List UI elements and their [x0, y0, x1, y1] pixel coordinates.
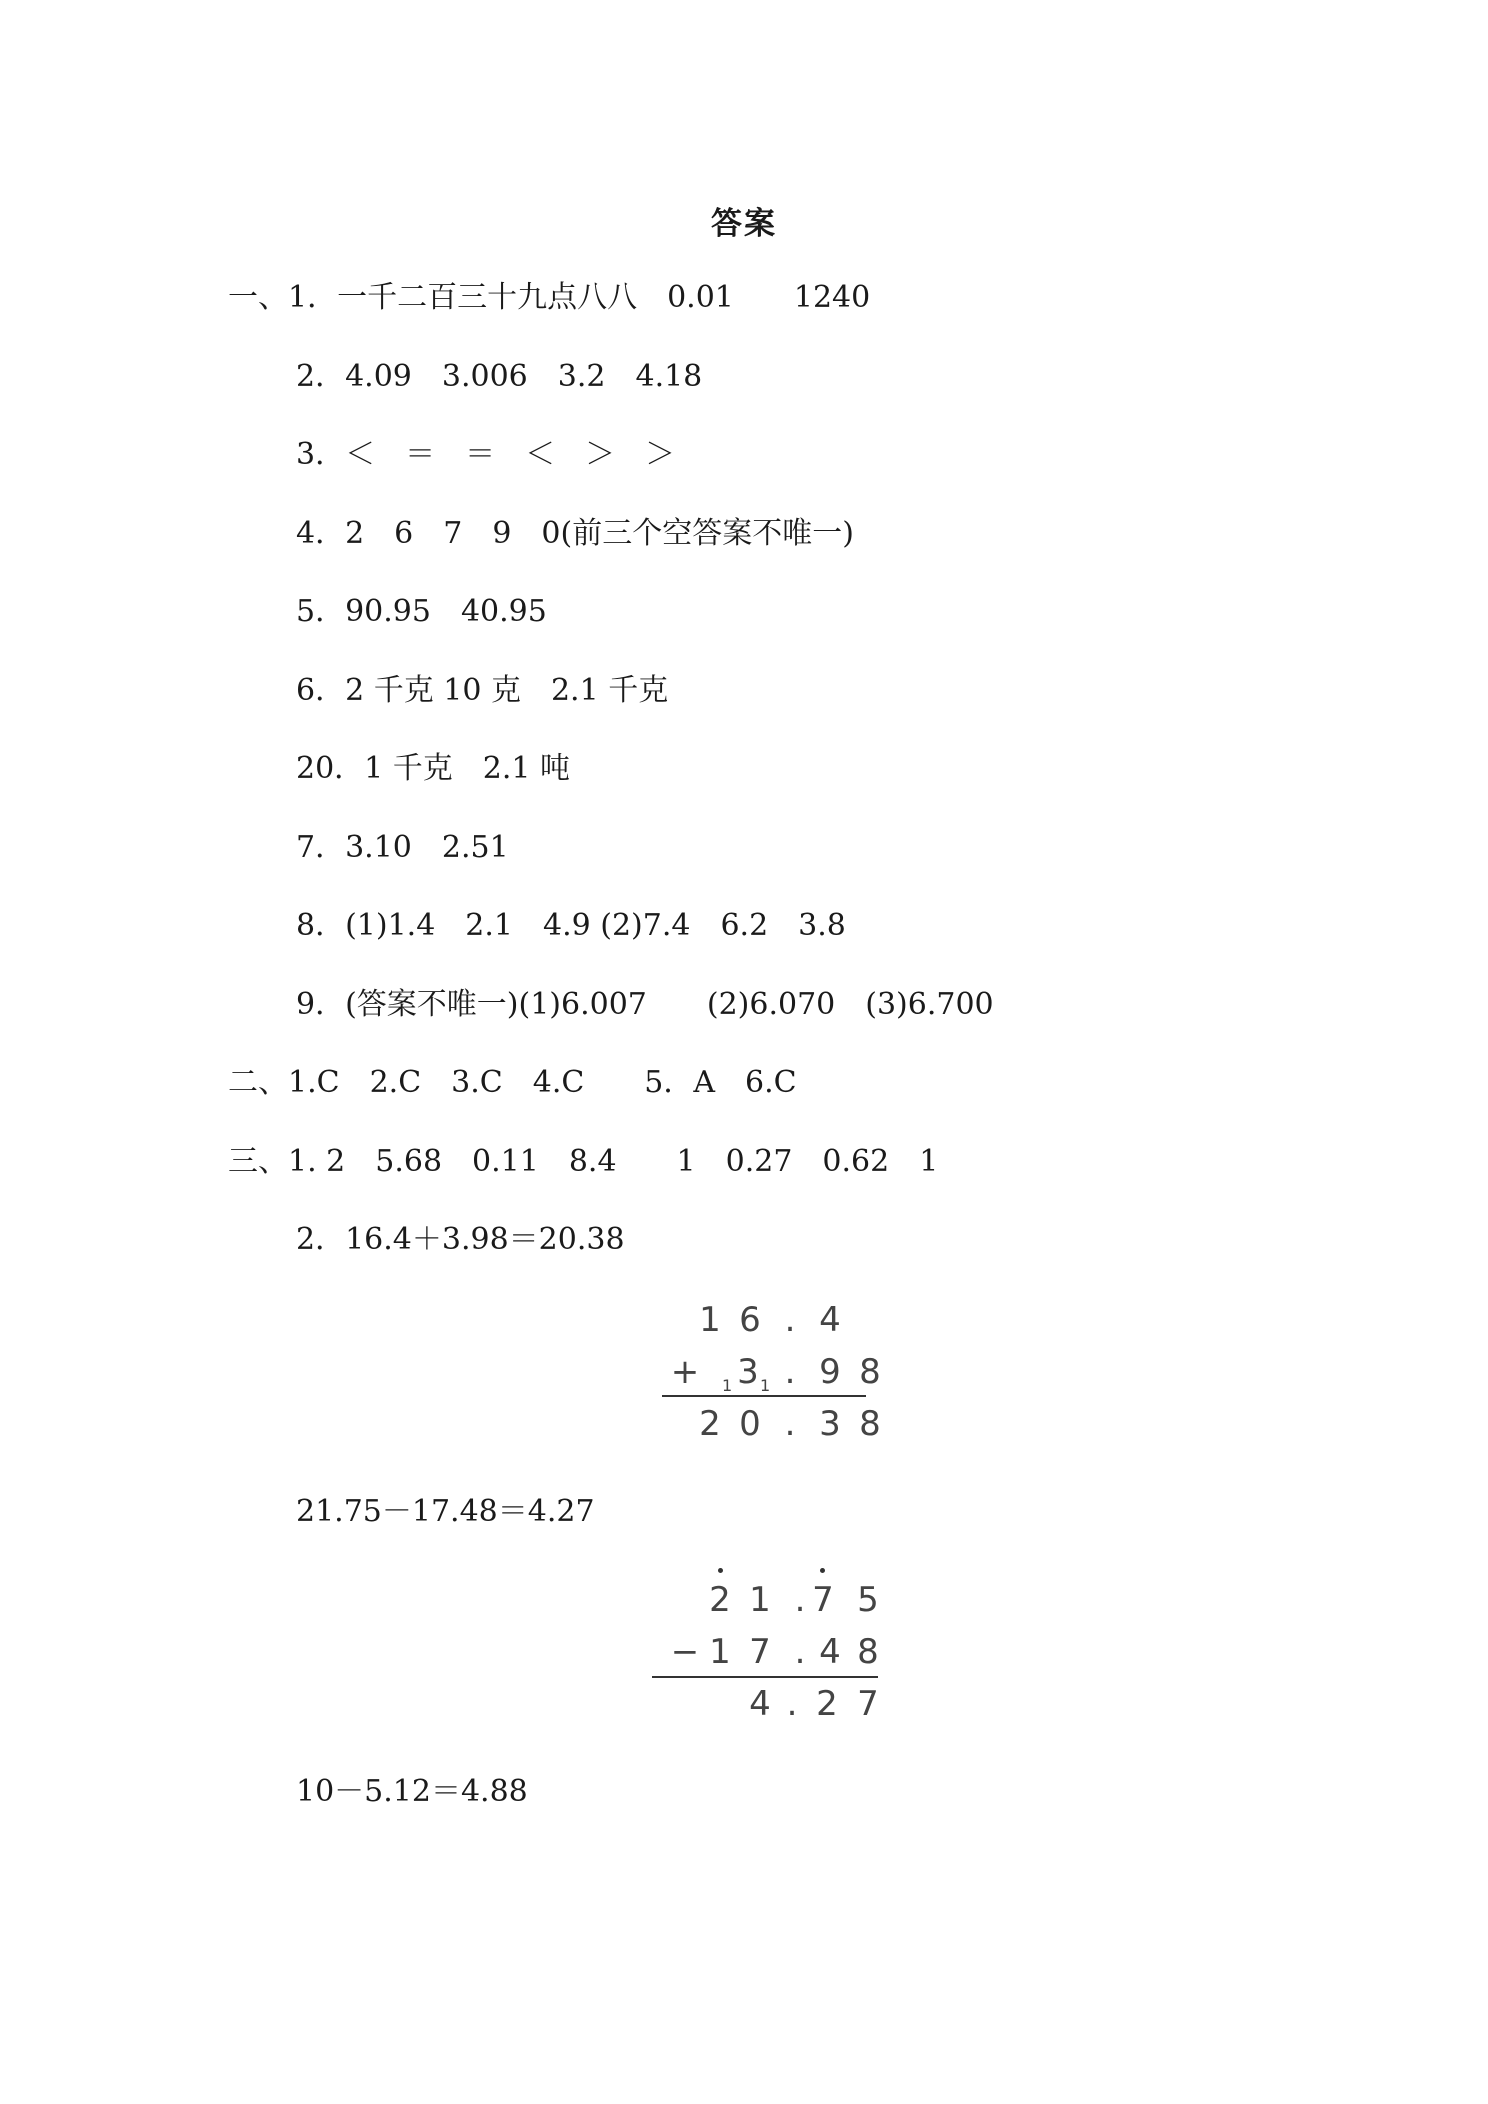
calc1-operator: + — [670, 1352, 700, 1392]
answer-line-1-8: 8．(1)1.4 2.1 4.9 (2)7.4 6.2 3.8 — [296, 908, 846, 943]
calc2-digit: 4 — [819, 1632, 841, 1672]
answer-line-1-6: 6．2 千克 10 克 2.1 千克 — [296, 673, 669, 708]
calc1-digit: . — [784, 1352, 796, 1392]
page-title: 答案 — [711, 206, 777, 242]
calc2-digit: 2 — [816, 1684, 838, 1724]
answer-line-1-2: 2．4.09 3.006 3.2 4.18 — [296, 359, 703, 394]
calc1-digit: . — [784, 1404, 796, 1444]
calc2-digit: 7 — [812, 1580, 834, 1620]
answer-line-1-1: 一、1．一千二百三十九点八八 0.01 1240 — [228, 280, 871, 315]
calc2-operator: − — [670, 1632, 700, 1672]
calc1-digit: 8 — [859, 1352, 881, 1392]
calc1-carry: 1 — [760, 1376, 771, 1395]
answer-line-1-3: 3．＜ ＝ ＝ ＜ ＞ ＞ — [296, 437, 676, 472]
calc1-digit: 2 — [699, 1404, 721, 1444]
calc1-digit: 3 — [737, 1352, 759, 1392]
answer-line-3-3: 21.75－17.48＝4.27 — [296, 1494, 595, 1529]
calc1-carry: 1 — [722, 1376, 733, 1395]
calc2-digit: 2 — [709, 1580, 731, 1620]
calc2-digit: . — [794, 1580, 806, 1620]
answer-line-1-4: 4．2 6 7 9 0(前三个空答案不唯一) — [296, 516, 854, 551]
calc2-digit: 5 — [857, 1580, 879, 1620]
answer-line-1-9: 9．(答案不唯一)(1)6.007 (2)6.070 (3)6.700 — [296, 987, 994, 1022]
calc2-digit: 1 — [709, 1632, 731, 1672]
calc1-digit: 4 — [819, 1300, 841, 1340]
calc1-digit: 0 — [739, 1404, 761, 1444]
calc2-digit: 4 — [749, 1684, 771, 1724]
borrow-dot — [820, 1568, 825, 1573]
calc2-digit: 1 — [749, 1580, 771, 1620]
answer-line-1-20: 20．1 千克 2.1 吨 — [296, 751, 571, 786]
calc1-digit: 9 — [819, 1352, 841, 1392]
answer-line-1-5: 5．90.95 40.95 — [296, 594, 547, 629]
calc1-digit: 8 — [859, 1404, 881, 1444]
borrow-dot — [718, 1568, 723, 1573]
calc2-digit: . — [786, 1684, 798, 1724]
calc1-digit: 1 — [699, 1300, 721, 1340]
answer-line-3-1: 三、1. 2 5.68 0.11 8.4 1 0.27 0.62 1 — [228, 1144, 939, 1179]
calc1-rule — [662, 1395, 866, 1397]
answer-line-2: 二、1.C 2.C 3.C 4.C 5．A 6.C — [228, 1065, 797, 1100]
calc2-digit: . — [794, 1632, 806, 1672]
answer-line-3-2: 2．16.4＋3.98＝20.38 — [296, 1222, 625, 1257]
answer-line-3-4: 10－5.12＝4.88 — [296, 1774, 528, 1809]
calc1-digit: . — [784, 1300, 796, 1340]
answer-line-1-7: 7．3.10 2.51 — [296, 830, 509, 865]
calc2-digit: 7 — [749, 1632, 771, 1672]
calc2-rule — [652, 1676, 878, 1678]
calc1-digit: 3 — [819, 1404, 841, 1444]
calc2-digit: 8 — [857, 1632, 879, 1672]
calc1-digit: 6 — [739, 1300, 761, 1340]
calc2-digit: 7 — [857, 1684, 879, 1724]
